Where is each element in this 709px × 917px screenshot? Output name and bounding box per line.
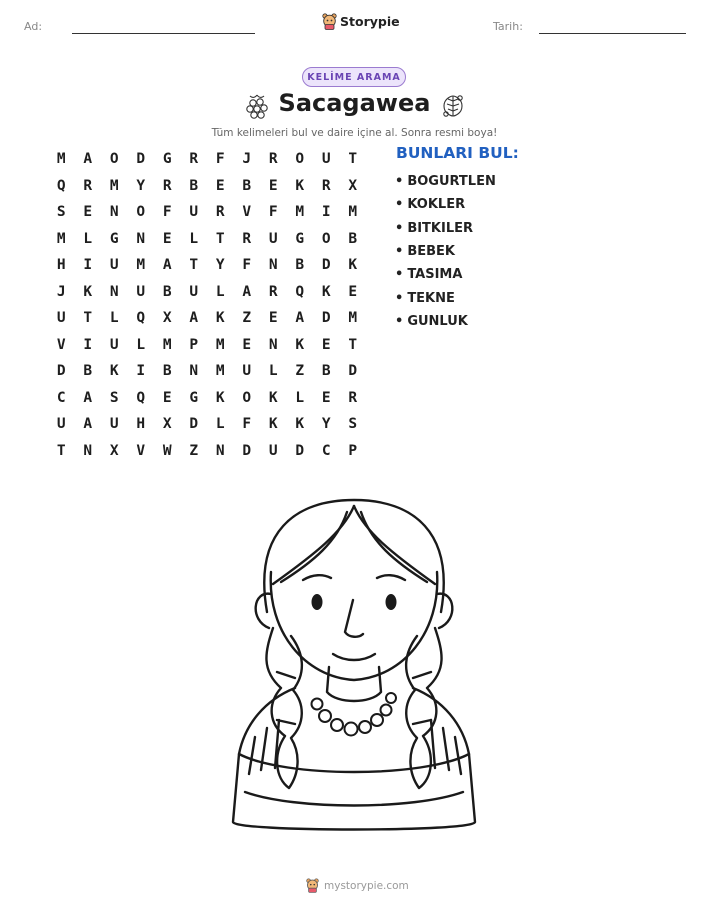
word-list-title: BUNLARI BUL: — [396, 144, 519, 162]
grid-letter[interactable]: A — [162, 257, 172, 274]
grid-letter[interactable]: B — [321, 363, 331, 380]
grid-letter[interactable]: S — [348, 416, 358, 433]
grid-letter[interactable]: T — [83, 310, 93, 327]
grid-letter[interactable]: C — [321, 442, 331, 459]
grid-letter[interactable]: K — [295, 336, 305, 353]
grid-letter[interactable]: K — [215, 389, 225, 406]
grid-letter[interactable]: T — [189, 257, 199, 274]
grid-letter[interactable]: K — [295, 416, 305, 433]
word-list-item — [395, 193, 496, 216]
sacagawea-coloring-illustration — [225, 492, 483, 840]
grid-letter[interactable]: A — [83, 416, 93, 433]
date-label: Tarih: — [493, 20, 523, 33]
brand-name: Storypie — [340, 14, 400, 29]
grid-letter[interactable]: R — [321, 177, 331, 194]
date-line — [539, 33, 686, 34]
grid-letter[interactable]: U — [109, 257, 119, 274]
grid-letter[interactable]: J — [242, 151, 252, 168]
grid-letter[interactable]: O — [321, 230, 331, 247]
grid-letter[interactable]: Q — [136, 389, 146, 406]
grid-letter[interactable]: X — [162, 416, 172, 433]
grid-letter[interactable]: T — [348, 151, 358, 168]
grid-letter[interactable]: K — [109, 363, 119, 380]
grid-letter[interactable]: R — [162, 177, 172, 194]
grid-letter[interactable]: A — [189, 310, 199, 327]
grid-row — [48, 305, 366, 332]
grid-letter[interactable]: L — [295, 389, 305, 406]
grid-letter[interactable]: E — [321, 336, 331, 353]
grid-letter[interactable]: N — [136, 230, 146, 247]
page-title: Sacagawea — [278, 89, 431, 117]
grid-letter[interactable]: K — [83, 283, 93, 300]
grid-letter[interactable]: K — [268, 389, 278, 406]
name-label: Ad: — [24, 20, 43, 33]
grid-letter[interactable]: E — [242, 336, 252, 353]
storypie-mascot-icon — [322, 13, 337, 30]
grid-letter[interactable]: U — [321, 151, 331, 168]
grid-letter[interactable]: P — [348, 442, 358, 459]
leaves-icon — [439, 92, 467, 120]
name-line — [72, 33, 255, 34]
grid-row — [48, 411, 366, 438]
grid-letter[interactable]: K — [268, 416, 278, 433]
grid-letter[interactable]: B — [162, 283, 172, 300]
grid-letter[interactable]: B — [162, 363, 172, 380]
grid-letter[interactable]: G — [162, 151, 172, 168]
grid-letter[interactable]: K — [295, 177, 305, 194]
grid-letter[interactable]: R — [268, 151, 278, 168]
grid-letter[interactable]: M — [56, 151, 66, 168]
bullet: • — [395, 197, 404, 213]
grid-letter[interactable]: T — [215, 230, 225, 247]
instructions: Tüm kelimeleri bul ve daire içine al. Sonra resmi boya! — [211, 127, 498, 139]
grid-letter[interactable]: Z — [189, 442, 199, 459]
grid-letter[interactable]: L — [83, 230, 93, 247]
grid-letter[interactable]: R — [242, 230, 252, 247]
grid-letter[interactable]: M — [215, 363, 225, 380]
grid-letter[interactable]: F — [268, 204, 278, 221]
grid-letter[interactable]: E — [162, 389, 172, 406]
grid-letter[interactable]: E — [321, 389, 331, 406]
grid-row — [48, 332, 366, 359]
grid-letter[interactable]: T — [56, 442, 66, 459]
grid-letter[interactable]: D — [321, 310, 331, 327]
grid-letter[interactable]: M — [109, 177, 119, 194]
grid-letter[interactable]: L — [189, 230, 199, 247]
grid-letter[interactable]: F — [242, 416, 252, 433]
word-label: GUNLUK — [407, 313, 468, 329]
grid-letter[interactable]: R — [189, 151, 199, 168]
grid-letter[interactable]: Q — [295, 283, 305, 300]
grid-letter[interactable]: D — [136, 151, 146, 168]
grid-letter[interactable]: D — [242, 442, 252, 459]
grid-letter[interactable]: Q — [136, 310, 146, 327]
grid-row — [48, 279, 366, 306]
grid-letter[interactable]: W — [162, 442, 172, 459]
grid-letter[interactable]: Z — [295, 363, 305, 380]
grid-letter[interactable]: X — [162, 310, 172, 327]
word-label: BITKILER — [407, 220, 474, 236]
grid-letter[interactable]: C — [56, 389, 66, 406]
bullet: • — [395, 267, 404, 283]
grid-letter[interactable]: K — [215, 310, 225, 327]
grid-letter[interactable]: U — [189, 204, 199, 221]
grid-letter[interactable]: E — [162, 230, 172, 247]
word-label: TASIMA — [407, 267, 463, 283]
grid-letter[interactable]: H — [136, 416, 146, 433]
footer — [306, 878, 409, 893]
grid-letter[interactable]: R — [348, 389, 358, 406]
word-list-item — [395, 217, 496, 240]
grid-letter[interactable]: L — [215, 283, 225, 300]
grid-letter[interactable]: F — [162, 204, 172, 221]
grid-letter[interactable]: R — [268, 283, 278, 300]
grid-letter[interactable]: I — [321, 204, 331, 221]
grid-letter[interactable]: I — [83, 257, 93, 274]
grid-letter[interactable]: V — [136, 442, 146, 459]
word-list-item — [395, 170, 496, 193]
grid-letter[interactable]: U — [109, 336, 119, 353]
grid-letter[interactable]: B — [242, 177, 252, 194]
grid-letter[interactable]: M — [215, 336, 225, 353]
grid-letter[interactable]: M — [295, 204, 305, 221]
word-list-item — [395, 240, 496, 263]
word-search-grid — [48, 146, 366, 464]
grid-letter[interactable]: N — [83, 442, 93, 459]
grid-letter[interactable]: E — [215, 177, 225, 194]
grid-letter[interactable]: O — [242, 389, 252, 406]
grid-letter[interactable]: A — [295, 310, 305, 327]
word-label: TEKNE — [407, 290, 455, 306]
grid-row — [48, 252, 366, 279]
grid-letter[interactable]: E — [348, 283, 358, 300]
bullet: • — [395, 313, 404, 329]
grid-letter[interactable]: B — [348, 230, 358, 247]
grid-row — [48, 146, 366, 173]
grid-letter[interactable]: N — [268, 336, 278, 353]
word-list-item — [395, 286, 496, 309]
activity-badge: KELİME ARAMA — [302, 67, 406, 87]
grid-letter[interactable]: T — [348, 336, 358, 353]
grid-row — [48, 226, 366, 253]
grid-letter[interactable]: O — [136, 204, 146, 221]
grid-letter[interactable]: N — [215, 442, 225, 459]
grid-letter[interactable]: U — [109, 416, 119, 433]
word-list — [395, 170, 496, 333]
grid-letter[interactable]: Y — [136, 177, 146, 194]
word-label: KOKLER — [407, 197, 466, 213]
grid-letter[interactable]: V — [242, 204, 252, 221]
grid-letter[interactable]: Z — [242, 310, 252, 327]
grid-letter[interactable]: L — [268, 363, 278, 380]
grid-letter[interactable]: D — [56, 363, 66, 380]
grid-letter[interactable]: U — [268, 442, 278, 459]
brand-logo — [322, 13, 400, 30]
grid-letter[interactable]: J — [56, 283, 66, 300]
grid-letter[interactable]: G — [295, 230, 305, 247]
grid-letter[interactable]: I — [83, 336, 93, 353]
grid-letter[interactable]: U — [189, 283, 199, 300]
grid-row — [48, 358, 366, 385]
storypie-mascot-icon — [306, 878, 319, 893]
grid-letter[interactable]: P — [189, 336, 199, 353]
grid-letter[interactable]: Y — [215, 257, 225, 274]
grid-letter[interactable]: H — [56, 257, 66, 274]
grid-letter[interactable]: A — [242, 283, 252, 300]
grid-letter[interactable]: U — [136, 283, 146, 300]
word-label: BEBEK — [407, 244, 455, 260]
grid-letter[interactable]: Y — [321, 416, 331, 433]
grid-letter[interactable]: B — [295, 257, 305, 274]
grid-letter[interactable]: G — [109, 230, 119, 247]
grid-letter[interactable]: E — [83, 204, 93, 221]
grid-letter[interactable]: S — [56, 204, 66, 221]
grid-letter[interactable]: N — [109, 283, 119, 300]
grid-letter[interactable]: U — [242, 363, 252, 380]
grid-letter[interactable]: L — [109, 310, 119, 327]
grid-letter[interactable]: V — [56, 336, 66, 353]
grid-letter[interactable]: M — [348, 204, 358, 221]
grid-letter[interactable]: E — [268, 310, 278, 327]
grid-row — [48, 438, 366, 465]
grid-letter[interactable]: A — [83, 389, 93, 406]
bullet: • — [395, 220, 404, 236]
grid-letter[interactable]: L — [215, 416, 225, 433]
footer-url: mystorypie.com — [324, 879, 409, 892]
grid-letter[interactable]: M — [348, 310, 358, 327]
grid-letter[interactable]: X — [348, 177, 358, 194]
grid-letter[interactable]: N — [189, 363, 199, 380]
grid-letter[interactable]: D — [189, 416, 199, 433]
grid-letter[interactable]: A — [83, 151, 93, 168]
grid-letter[interactable]: D — [321, 257, 331, 274]
word-list-item — [395, 310, 496, 333]
bullet: • — [395, 174, 404, 190]
grid-letter[interactable]: M — [162, 336, 172, 353]
grid-letter[interactable]: Q — [56, 177, 66, 194]
grid-letter[interactable]: I — [136, 363, 146, 380]
word-label: BOGURTLEN — [407, 174, 496, 190]
grid-letter[interactable]: N — [109, 204, 119, 221]
grid-letter[interactable]: L — [136, 336, 146, 353]
grid-letter[interactable]: M — [136, 257, 146, 274]
grid-row — [48, 385, 366, 412]
grid-letter[interactable]: U — [268, 230, 278, 247]
grid-row — [48, 173, 366, 200]
grid-letter[interactable]: U — [56, 416, 66, 433]
grid-letter[interactable]: G — [189, 389, 199, 406]
grid-letter[interactable]: N — [268, 257, 278, 274]
grid-row — [48, 199, 366, 226]
grid-letter[interactable]: K — [348, 257, 358, 274]
grid-letter[interactable]: B — [189, 177, 199, 194]
grid-letter[interactable]: O — [109, 151, 119, 168]
grid-letter[interactable]: X — [109, 442, 119, 459]
grid-letter[interactable]: D — [348, 363, 358, 380]
grid-letter[interactable]: F — [215, 151, 225, 168]
bullet: • — [395, 290, 404, 306]
grid-letter[interactable]: R — [83, 177, 93, 194]
grid-letter[interactable]: O — [295, 151, 305, 168]
grid-letter[interactable]: M — [56, 230, 66, 247]
grid-letter[interactable]: B — [83, 363, 93, 380]
grid-letter[interactable]: E — [268, 177, 278, 194]
grid-letter[interactable]: R — [215, 204, 225, 221]
grid-letter[interactable]: D — [295, 442, 305, 459]
grid-letter[interactable]: S — [109, 389, 119, 406]
grid-letter[interactable]: K — [321, 283, 331, 300]
grid-letter[interactable]: U — [56, 310, 66, 327]
grid-letter[interactable]: F — [242, 257, 252, 274]
bullet: • — [395, 244, 404, 260]
word-list-item — [395, 263, 496, 286]
